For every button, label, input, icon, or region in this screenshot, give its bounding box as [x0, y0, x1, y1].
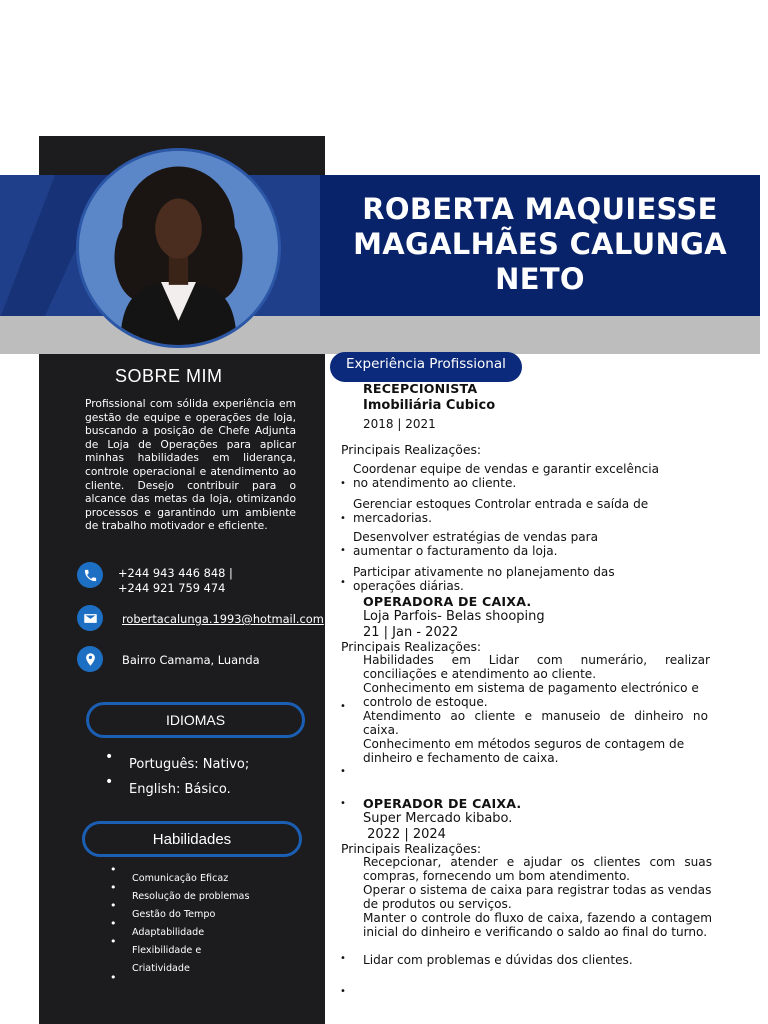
job-3-role: OPERADOR DE CAIXA. — [363, 796, 522, 811]
job-3-achievements-label: Principais Realizações: — [341, 841, 482, 856]
bullet: • — [340, 577, 346, 588]
skill-label: Comunicação Eficaz — [132, 873, 229, 884]
job-3-company: Super Mercado kibabo. — [363, 811, 513, 826]
job-1-achievements-label: Principais Realizações: — [341, 442, 482, 457]
job-2-period: 21 | Jan - 2022 — [363, 625, 459, 640]
job-1-achievement: Desenvolver estratégias de vendas para aumentar o facturamento da loja. — [353, 530, 599, 558]
profile-photo-illustration — [79, 151, 278, 345]
name-line-2: MAGALHÃES CALUNGA — [353, 227, 727, 261]
name-line-3: NETO — [495, 262, 585, 296]
job-1-company: Imobiliária Cubico — [363, 398, 496, 413]
language-item: • Português: Nativo; — [105, 757, 249, 782]
phone-line-1: +244 943 446 848 | — [118, 566, 233, 580]
languages-title: IDIOMAS — [86, 702, 305, 738]
skills-list: • Comunicação Eficaz • Resolução de problemas • Gestão do Tempo • Adaptabilidade • Flexibilidade e Criatividade • — [110, 870, 260, 978]
email-icon — [77, 605, 103, 631]
job-2-role: OPERADORA DE CAIXA. — [363, 594, 532, 609]
job-2-company: Loja Parfois- Belas shooping — [363, 609, 545, 624]
job-1-achievement: Participar ativamente no planejamento das operações diárias. — [353, 565, 615, 593]
language-item: • English: Básico. — [105, 782, 249, 807]
profile-photo — [76, 148, 281, 348]
job-1-achievement: Coordenar equipe de vendas e garantir excelência no atendimento ao cliente. — [353, 462, 660, 490]
bullet: • — [340, 545, 346, 556]
skill-label: Resolução de problemas — [132, 891, 250, 902]
job-1-achievement: Gerenciar estoques Controlar entrada e saída de mercadorias. — [353, 497, 649, 525]
bullet: • — [340, 798, 346, 809]
experience-title: Experiência Profissional — [330, 352, 522, 382]
bullet: • — [340, 701, 346, 712]
skill-item: • Resolução de problemas — [110, 881, 250, 902]
job-1-period: 2018 | 2021 — [363, 417, 436, 431]
phone-line-2: +244 921 759 474 — [118, 581, 226, 595]
phone-numbers — [118, 566, 233, 596]
skill-item: • Comunicação Eficaz — [110, 863, 229, 884]
skill-label: Adaptabilidade — [132, 927, 205, 938]
bullet: • — [340, 478, 346, 489]
phone-icon — [77, 562, 103, 588]
about-title: SOBRE MIM — [115, 366, 223, 386]
address: Bairro Camama, Luanda — [122, 653, 260, 667]
job-2-achievement: Conhecimento em métodos seguros de contagem de dinheiro e fechamento de caixa. — [363, 737, 685, 765]
bullet: • — [340, 953, 346, 964]
skills-title: Habilidades — [82, 821, 302, 857]
about-text: Profissional com sólida experiência em gestão de equipe e operações de loja, buscando a posição de Chefe Adjunta de Loja de Operações para aplicar minhas habilidades em liderança, controle operacional e atendimento ao cliente. Desejo contribuir para o alcance das metas da loja, otimizando processos e garantindo um ambiente de trabalho motivador e eficiente. — [85, 397, 296, 533]
job-1-role: RECEPCIONISTA — [363, 381, 478, 396]
bullet: • — [340, 986, 346, 997]
job-3-achievement: Recepcionar, atender e ajudar os clientes com suas compras, fornecendo um bom atendimento. — [363, 855, 712, 883]
job-2-achievements-label: Principais Realizações: — [341, 639, 482, 654]
job-2-achievement: Conhecimento em sistema de pagamento electrónico e controlo de estoque. — [363, 681, 699, 709]
job-3-achievement: Manter o controle do fluxo de caixa, fazendo a contagem inicial do dinheiro e verificando o saldo ao final do turno. — [363, 911, 712, 939]
job-3-achievement: Lidar com problemas e dúvidas dos clientes. — [363, 953, 633, 967]
email-link[interactable]: robertacalunga.1993@hotmail.com — [122, 612, 324, 626]
languages-list — [105, 757, 249, 807]
job-2-achievement: Habilidades em Lidar com numerário, realizar conciliações e atendimento ao cliente. — [363, 653, 710, 681]
skill-item: • Gestão do Tempo — [110, 899, 216, 920]
job-3-achievement: Operar o sistema de caixa para registrar todas as vendas de produtos ou serviços. — [363, 883, 712, 911]
name-line-1: ROBERTA MAQUIESSE — [362, 192, 718, 226]
bullet: • — [340, 766, 346, 777]
bullet: • — [340, 513, 346, 524]
job-2-achievement: Atendimento ao cliente e manuseio de dinheiro no caixa. — [363, 709, 708, 737]
location-pin-icon — [77, 646, 103, 672]
job-3-period: 2022 | 2024 — [363, 827, 446, 842]
skill-item: • Adaptabilidade — [110, 917, 205, 938]
skill-label: Flexibilidade e Criatividade — [132, 945, 202, 974]
candidate-name — [340, 192, 740, 297]
skill-item: • Flexibilidade e Criatividade — [110, 935, 202, 974]
skill-label: Gestão do Tempo — [132, 909, 216, 920]
